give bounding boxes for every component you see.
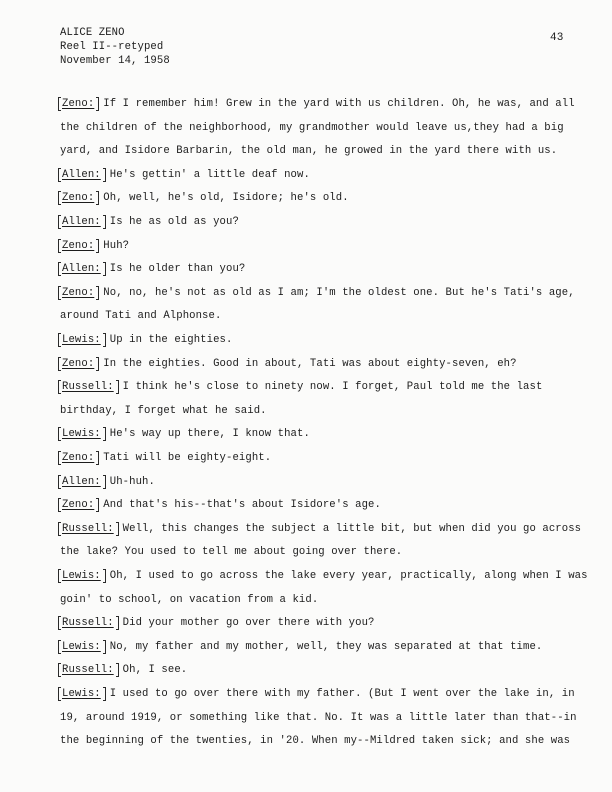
speaker-name: Russell:: [62, 617, 114, 629]
header-reel: Reel II--retyped: [60, 41, 164, 53]
speaker-tag: [58, 452, 96, 464]
speaker-tag: [58, 169, 103, 181]
line-text: No, my father and my mother, well, they was separated at that time.: [109, 641, 543, 653]
line-text: Oh, I used to go across the lake every year, practically, along when I was: [109, 570, 588, 582]
transcript-line: [58, 263, 245, 275]
transcript-line: [60, 405, 267, 417]
line-text: goin' to school, on vacation from a kid.: [60, 594, 319, 606]
header-date: November 14, 1958: [60, 55, 170, 67]
line-text: Well, this changes the subject a little bit, but when did you go across: [122, 523, 582, 535]
transcript-line: [60, 122, 564, 134]
speaker-tag: [58, 428, 103, 440]
header-speaker: ALICE ZENO: [60, 27, 125, 39]
transcript-line: [60, 145, 557, 157]
speaker-tag: [58, 664, 116, 676]
speaker-name: Lewis:: [62, 570, 101, 582]
speaker-name: Allen:: [62, 476, 101, 488]
line-text: yard, and Isidore Barbarin, the old man, he growed in the yard there with us.: [60, 145, 558, 157]
speaker-tag: [58, 334, 103, 346]
page-number: 43: [550, 32, 564, 44]
line-text: And that's his--that's about Isidore's age.: [103, 499, 381, 511]
transcript-line: [58, 98, 575, 110]
speaker-tag: [58, 263, 103, 275]
transcript-line: [58, 664, 187, 676]
transcript-line: [58, 570, 588, 582]
transcript-line: [58, 192, 349, 204]
transcript-line: [60, 735, 570, 747]
transcript-line: [58, 617, 375, 629]
line-text: Oh, well, he's old, Isidore; he's old.: [103, 192, 349, 204]
speaker-tag: [58, 216, 103, 228]
transcript-line: [60, 594, 318, 606]
line-text: Did your mother go over there with you?: [122, 617, 375, 629]
line-text: the children of the neighborhood, my grandmother would leave us,they had a big: [60, 122, 564, 134]
line-text: In the eighties. Good in about, Tati was about eighty-seven, eh?: [103, 358, 517, 370]
line-text: Uh-huh.: [109, 476, 155, 488]
speaker-tag: [58, 192, 96, 204]
line-text: the beginning of the twenties, in '20. When my--Mildred taken sick; and she was: [60, 735, 571, 747]
speaker-name: Zeno:: [62, 192, 95, 204]
speaker-name: Lewis:: [62, 334, 101, 346]
transcript-line: [58, 476, 155, 488]
speaker-name: Russell:: [62, 523, 114, 535]
line-text: He's way up there, I know that.: [109, 428, 310, 440]
transcript-line: [58, 334, 232, 346]
line-text: Is he as old as you?: [109, 216, 239, 228]
speaker-name: Lewis:: [62, 428, 101, 440]
speaker-name: Allen:: [62, 216, 101, 228]
speaker-tag: [58, 688, 103, 700]
transcript-line: [58, 216, 239, 228]
line-text: Is he older than you?: [109, 263, 246, 275]
speaker-name: Russell:: [62, 381, 114, 393]
speaker-tag: [58, 523, 116, 535]
page-header: [60, 26, 170, 68]
line-text: birthday, I forget what he said.: [60, 405, 267, 417]
transcript-line: [58, 287, 575, 299]
transcript-line: [58, 499, 381, 511]
speaker-name: Russell:: [62, 664, 114, 676]
speaker-tag: [58, 381, 116, 393]
speaker-tag: [58, 358, 96, 370]
line-text: the lake? You used to tell me about going over there.: [60, 546, 403, 558]
line-text: I used to go over there with my father. (But I went over the lake in, in: [109, 688, 575, 700]
line-text: Tati will be eighty-eight.: [103, 452, 272, 464]
line-text: I think he's close to ninety now. I forget, Paul told me the last: [122, 381, 543, 393]
line-text: If I remember him! Grew in the yard with us children. Oh, he was, and all: [103, 98, 575, 110]
speaker-name: Zeno:: [62, 452, 95, 464]
transcript-line: [58, 452, 271, 464]
transcript-line: [58, 428, 310, 440]
speaker-name: Lewis:: [62, 688, 101, 700]
speaker-tag: [58, 617, 116, 629]
speaker-tag: [58, 98, 96, 110]
speaker-name: Allen:: [62, 263, 101, 275]
transcript-line: [60, 712, 577, 724]
speaker-name: Zeno:: [62, 240, 95, 252]
speaker-tag: [58, 287, 96, 299]
speaker-name: Zeno:: [62, 358, 95, 370]
transcript-line: [58, 358, 517, 370]
speaker-tag: [58, 476, 103, 488]
transcript-line: [58, 169, 310, 181]
line-text: Huh?: [103, 240, 130, 252]
transcript-line: [58, 381, 542, 393]
speaker-tag: [58, 240, 96, 252]
speaker-name: Zeno:: [62, 499, 95, 511]
line-text: Oh, I see.: [122, 664, 188, 676]
transcript-line: [58, 240, 129, 252]
transcript-line: [60, 546, 402, 558]
transcript-line: [58, 523, 581, 535]
line-text: 19, around 1919, or something like that. No. It was a little later than that--in: [60, 712, 577, 724]
line-text: He's gettin' a little deaf now.: [109, 169, 310, 181]
speaker-name: Allen:: [62, 169, 101, 181]
transcript-line: [58, 641, 542, 653]
speaker-tag: [58, 641, 103, 653]
speaker-name: Lewis:: [62, 641, 101, 653]
line-text: around Tati and Alphonse.: [60, 310, 222, 322]
speaker-tag: [58, 499, 96, 511]
speaker-tag: [58, 570, 103, 582]
transcript-line: [60, 310, 221, 322]
line-text: No, no, he's not as old as I am; I'm the oldest one. But he's Tati's age,: [103, 287, 575, 299]
line-text: Up in the eighties.: [109, 334, 233, 346]
speaker-name: Zeno:: [62, 98, 95, 110]
speaker-name: Zeno:: [62, 287, 95, 299]
transcript-line: [58, 688, 575, 700]
